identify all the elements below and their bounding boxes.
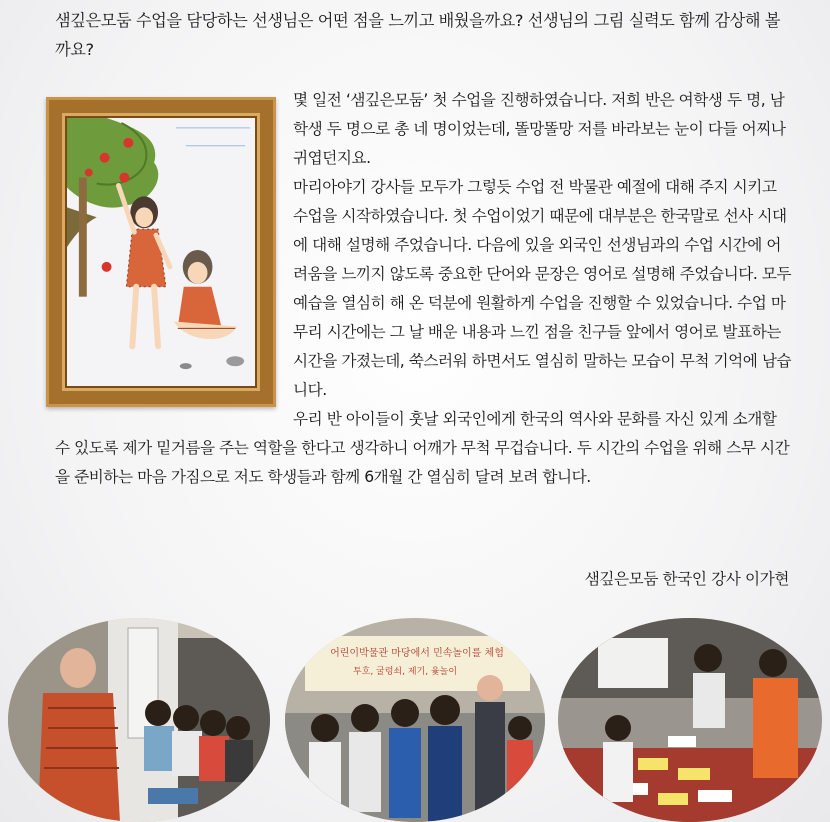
paragraph: 우리 반 아이들이 훗날 외국인에게 한국의 역사와 문화를 자신 있게 소개할 수 있도록 제가 밑거름을 주는 역할을 한다고 생각하니 어깨가 무척 무겁습니다. 두 시간의 수업을 위해 스무 시간을 준비하는 마음 가짐으로 저도 학생들과 함께 6개월 간 열심히 달려 보려 합니다. [55, 410, 790, 486]
intro-text: 샘깊은모둠 수업을 담당하는 선생님은 어떤 점을 느끼고 배웠을까요? 선생님의 그림 실력도 함께 감상해 볼까요? [55, 11, 781, 59]
paragraph: 몇 일전 ‘샘깊은모둠’ 첫 수업을 진행하였습니다. 저희 반은 여학생 두 명, 남학생 두 명으로 총 네 명이었는데, 똘망똘망 저를 바라보는 눈이 다들 어찌나 귀엽던지요. [293, 91, 786, 167]
class-photo-3 [558, 618, 822, 822]
author-signature: 샘깊은모둠 한국인 강사 이가현 [584, 570, 789, 588]
class-photo-2 [285, 618, 545, 822]
banner-subtitle: 투호, 굴렁쇠, 제기, 윷놀이 [352, 667, 458, 677]
banner-title: 어린이박물관 마당에서 민속놀이를 체험 [330, 648, 504, 659]
article-body [55, 86, 795, 492]
paragraph: 마리아야기 강사들 모두가 그렇듯 수업 전 박물관 예절에 대해 주지 시키고 수업을 시작하였습니다. 첫 수업이었기 때문에 대부분은 한국말로 선사 시대에 대해 설명해 주었습니다. 다음에 있을 외국인 선생님과의 수업 시간에 어려움을 느끼지 않도록 중요한 단어와 문장은 영어로 설명해 주었습니다. 모두 예습을 열심히 해 온 덕분에 원활하게 수업을 진행할 수 있었습니다. 수업 마무리 시간에는 그 날 배운 내용과 느낀 점을 친구들 앞에서 영어로 발표하는 시간을 가졌는데, 쑥스러워 하면서도 열심히 말하는 모습이 무척 기억에 남습니다. [293, 178, 792, 399]
class-photo-1 [8, 618, 270, 822]
